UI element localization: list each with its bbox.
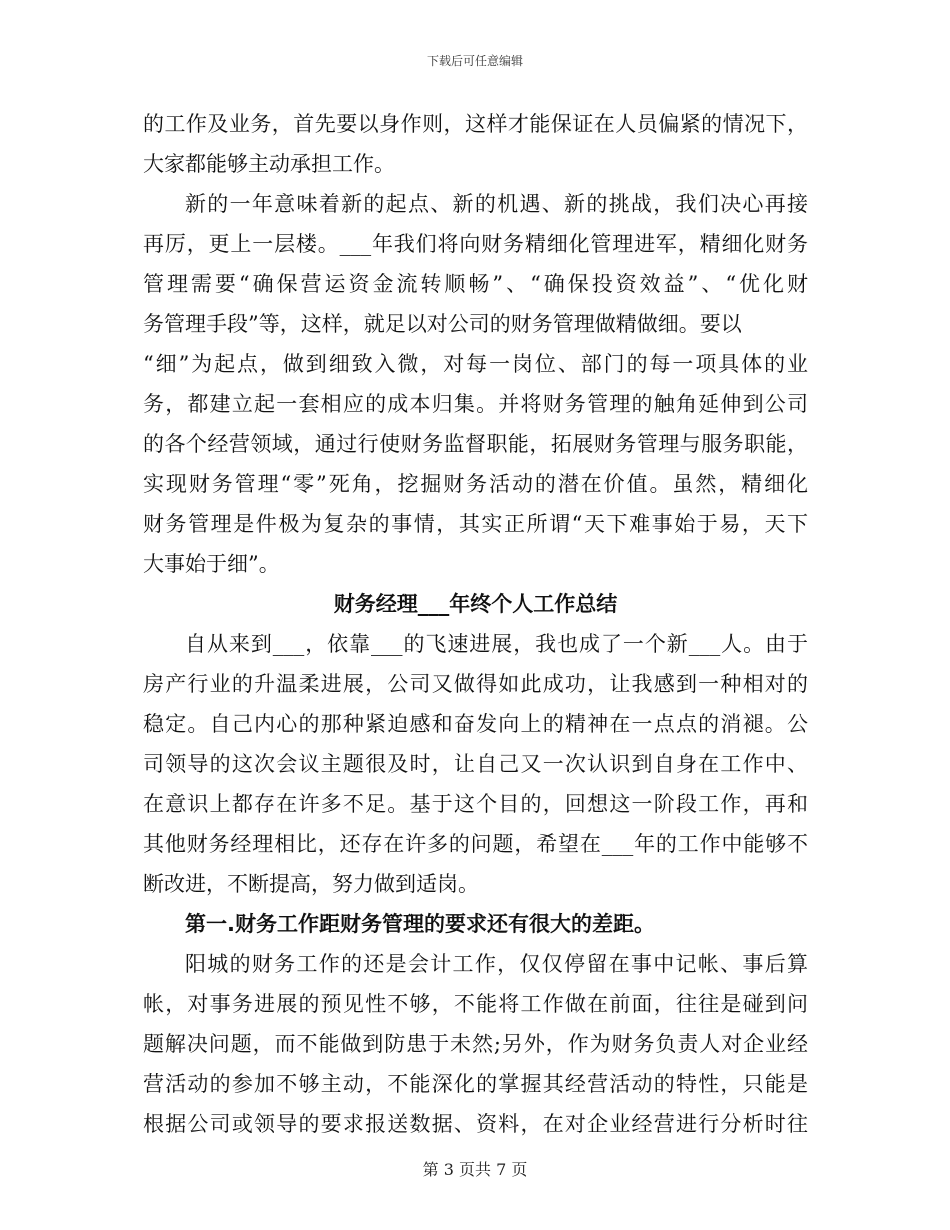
text-line: 再厉，更上一层楼。___年我们将向财务精细化管理进军，精细化财务 <box>143 232 808 256</box>
text-line: 务，都建立起一套相应的成本归集。并将财务管理的触角延伸到公司 <box>143 392 808 416</box>
paragraph <box>143 624 808 904</box>
page-header: 下载后可任意编辑 <box>426 54 523 68</box>
text-line: 司领导的这次会议主题很及时，让自己又一次认识到自身在工作中、 <box>143 752 808 776</box>
text-line: 其他财务经理相比，还存在许多的问题，希望在___年的工作中能够不 <box>143 832 808 856</box>
section-title: 财务经理___年终个人工作总结 <box>333 592 618 616</box>
paragraph <box>143 104 808 184</box>
text-line: 稳定。自己内心的那种紧迫感和奋发向上的精神在一点点的消褪。公 <box>143 712 808 736</box>
text-line: “细”为起点，做到细致入微，对每一岗位、部门的每一项具体的业 <box>143 352 808 376</box>
text-line: 营活动的参加不够主动，不能深化的掌握其经营活动的特性，只能是 <box>143 1072 808 1096</box>
text-line: 财务管理是件极为复杂的事情，其实正所谓“天下难事始于易，天下 <box>143 512 808 536</box>
text-line: 根据公司或领导的要求报送数据、资料，在对企业经营进行分析时往 <box>143 1112 808 1136</box>
subheading: 第一.财务工作距财务管理的要求还有很大的差距。 <box>185 912 655 936</box>
text-line: 新的一年意味着新的起点、新的机遇、新的挑战，我们决心再接 <box>185 192 808 216</box>
text-line: 实现财务管理“零”死角，挖掘财务活动的潜在价值。虽然，精细化 <box>143 472 808 496</box>
paragraph <box>143 944 808 1144</box>
text-line: 大家都能够主动承担工作。 <box>143 152 395 176</box>
text-line: 大事始于细”。 <box>143 552 280 576</box>
text-line: 的工作及业务，首先要以身作则，这样才能保证在人员偏紧的情况下， <box>143 112 808 136</box>
text-line: 管理需要“确保营运资金流转顺畅”、“确保投资效益”、“优化财 <box>143 272 808 296</box>
document-body <box>143 104 808 1144</box>
text-line: 务管理手段”等，这样，就足以对公司的财务管理做精做细。要以 <box>143 312 742 336</box>
text-line: 阳城的财务工作的还是会计工作，仅仅停留在事中记帐、事后算 <box>185 952 808 976</box>
page-footer: 第 3 页共 7 页 <box>422 1160 528 1179</box>
text-line: 题解决问题，而不能做到防患于未然;另外，作为财务负责人对企业经 <box>143 1032 808 1056</box>
text-line: 自从来到___，依靠___的飞速进展，我也成了一个新___人。由于 <box>185 632 808 656</box>
text-line: 房产行业的升温柔进展，公司又做得如此成功，让我感到一种相对的 <box>143 672 808 696</box>
text-line: 的各个经营领域，通过行使财务监督职能，拓展财务管理与服务职能， <box>143 432 808 456</box>
text-line: 断改进，不断提高，努力做到适岗。 <box>143 872 479 896</box>
text-line: 帐，对事务进展的预见性不够，不能将工作做在前面，往往是碰到问 <box>143 992 808 1016</box>
paragraph <box>143 184 808 584</box>
text-line: 在意识上都存在许多不足。基于这个目的，回想这一阶段工作，再和 <box>143 792 808 816</box>
